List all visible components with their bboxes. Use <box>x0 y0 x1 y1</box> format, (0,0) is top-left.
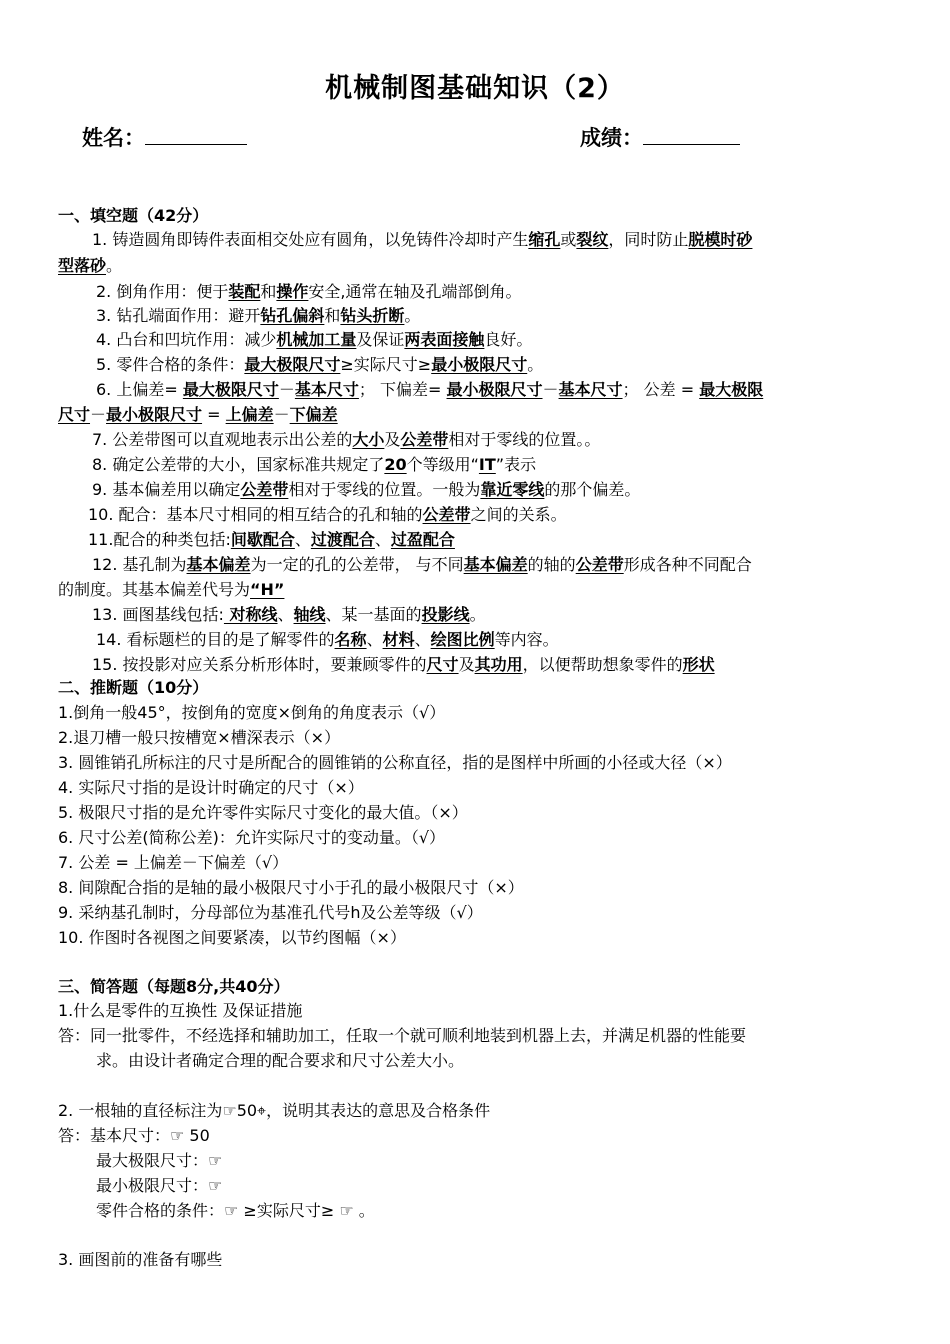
question-text: ； 公差 = <box>622 380 700 399</box>
fill-item-line <box>96 304 936 328</box>
answer-text: 过盈配合 <box>390 530 455 549</box>
fill-item-line <box>96 328 936 352</box>
answer-text: 名称 <box>334 630 367 649</box>
answer-text: 大小 <box>352 430 385 449</box>
answer-text: 间歇配合 <box>230 530 295 549</box>
answer-text: 材料 <box>382 630 415 649</box>
question-text: 的那个偏差。 <box>544 480 641 499</box>
fill-item-line <box>92 478 932 502</box>
question-text: 的轴的 <box>527 555 576 574</box>
answer-2-line4: 零件合格的条件：☞ ≥实际尺寸≥ ☞ 。 <box>96 1201 375 1220</box>
answer-text: 基本尺寸 <box>294 380 359 399</box>
question-text: 、 <box>414 630 431 649</box>
question-text: 和 <box>260 282 277 301</box>
judgement-item: 6. 尺寸公差(简称公差)：允许实际尺寸的变动量。（√） <box>58 828 446 847</box>
judgement-item: 2.退刀槽一般只按槽宽×槽深表示（×） <box>58 728 341 747</box>
judgement-item: 10. 作图时各视图之间要紧凑，以节约图幅（×） <box>58 928 406 947</box>
name-field <box>82 122 247 152</box>
question-text: 、 <box>277 605 294 624</box>
fill-item-line <box>92 653 932 677</box>
question-text: 1. 铸造圆角即铸件表面相交处应有圆角，以免铸件冷却时产生 <box>92 230 529 249</box>
fill-item-line <box>96 378 936 402</box>
question-text: 11.配合的种类包括: <box>88 530 231 549</box>
question-text: 形成各种不同配合 <box>623 555 752 574</box>
question-text: 良好。 <box>484 330 533 349</box>
question-text: 等内容。 <box>494 630 559 649</box>
answer-text: 最大极限尺寸 <box>182 380 279 399</box>
question-text: 7. 公差带图可以直观地表示出公差的 <box>92 430 353 449</box>
question-text: － <box>278 380 295 399</box>
judgement-item: 3. 圆锥销孔所标注的尺寸是所配合的圆锥销的公称直径，指的是图样中所画的小径或大径（×） <box>58 753 732 772</box>
judgement-item: 4. 实际尺寸指的是设计时确定的尺寸（×） <box>58 778 364 797</box>
answer-text: 公差带 <box>422 505 471 524</box>
answer-text: 形状 <box>682 655 715 674</box>
answer-2-line3: 最小极限尺寸：☞ <box>96 1176 223 1195</box>
answer-text: 下偏差 <box>289 405 338 424</box>
question-text: 及 <box>458 655 475 674</box>
question-text: 相对于零线的位置。一般为 <box>288 480 481 499</box>
fill-item-line <box>58 578 898 602</box>
question-text: 的制度。其基本偏差代号为 <box>58 580 251 599</box>
answer-text: 过渡配合 <box>310 530 375 549</box>
fill-item-line <box>92 603 932 627</box>
answer-2-line1: 答：基本尺寸：☞ 50 <box>58 1126 210 1145</box>
question-text: 或 <box>560 230 577 249</box>
answer-1-line2: 求。由设计者确定合理的配合要求和尺寸公差大小。 <box>96 1051 465 1070</box>
question-text: 相对于零线的位置。。 <box>448 430 601 449</box>
question-text: 4. 凸台和凹坑作用：减少 <box>96 330 277 349</box>
question-text: 15. 按投影对应关系分析形体时，要兼顾零件的 <box>92 655 427 674</box>
answer-text: 最小极限尺寸 <box>446 380 543 399</box>
question-1: 1.什么是零件的互换性 及保证措施 <box>58 1001 303 1020</box>
fill-item-line <box>96 280 936 304</box>
answer-text: “H” <box>250 580 285 599</box>
question-text: 14. 看标题栏的目的是了解零件的 <box>96 630 335 649</box>
question-text: 12. 基孔制为 <box>92 555 187 574</box>
question-text: 。 <box>469 605 486 624</box>
fill-item-line <box>58 254 898 278</box>
answer-text: 绘图比例 <box>430 630 495 649</box>
page-title: 机械制图基础知识（2） <box>325 73 625 104</box>
judgement-item: 5. 极限尺寸指的是允许零件实际尺寸变化的最大值。（×） <box>58 803 468 822</box>
fill-item-line <box>58 403 898 427</box>
judgement-item: 8. 间隙配合指的是轴的最小极限尺寸小于孔的最小极限尺寸（×） <box>58 878 524 897</box>
section3-heading: 三、简答题（每题8分,共40分） <box>58 977 290 996</box>
question-text: 和 <box>324 306 341 325</box>
question-text: － <box>542 380 559 399</box>
answer-text: 投影线 <box>421 605 470 624</box>
question-text: 5. 零件合格的条件： <box>96 355 245 374</box>
name-label: 姓名： <box>82 126 145 150</box>
question-text: = <box>202 405 226 424</box>
question-3: 3. 画图前的准备有哪些 <box>58 1250 223 1269</box>
answer-text: 对称线 <box>223 605 278 624</box>
answer-text: 轴线 <box>293 605 326 624</box>
answer-text: 20 <box>384 455 407 474</box>
score-field <box>580 122 740 152</box>
question-2: 2. 一根轴的直径标注为☞50⌖，说明其表达的意思及合格条件 <box>58 1101 491 1120</box>
answer-text: IT <box>478 455 496 474</box>
fill-item-line <box>92 453 932 477</box>
question-text: 个等级用“ <box>406 455 479 474</box>
fill-item-line <box>92 428 932 452</box>
answer-text: 脱模时砂 <box>688 230 753 249</box>
question-text: 6. 上偏差= <box>96 380 183 399</box>
answer-text: 两表面接触 <box>404 330 485 349</box>
question-text: 。 <box>527 355 544 374</box>
question-text: 及 <box>384 430 401 449</box>
answer-text: 最小极限尺寸 <box>106 405 203 424</box>
answer-text: 机械加工量 <box>276 330 357 349</box>
answer-text: 其功用 <box>474 655 523 674</box>
answer-text: 公差带 <box>400 430 449 449</box>
answer-2-line2: 最大极限尺寸：☞ <box>96 1151 223 1170</box>
answer-text: 公差带 <box>240 480 289 499</box>
answer-text: 装配 <box>228 282 261 301</box>
question-text: ”表示 <box>495 455 537 474</box>
answer-text: 基本偏差 <box>463 555 528 574</box>
question-text: 13. 画图基线包括: <box>92 605 224 624</box>
question-text: 、 <box>294 530 311 549</box>
section1-heading: 一、填空题（42分） <box>58 206 209 225</box>
fill-item-line <box>92 553 932 577</box>
fill-item-line <box>92 228 932 252</box>
question-text: 2. 倒角作用：便于 <box>96 282 229 301</box>
answer-text: 最大极限尺寸 <box>244 355 341 374</box>
name-blank[interactable] <box>145 122 247 145</box>
answer-text: 裂纹 <box>576 230 609 249</box>
question-text: ，同时防止 <box>608 230 689 249</box>
question-text: 安全,通常在轴及孔端部倒角。 <box>308 282 522 301</box>
question-text: 10. 配合：基本尺寸相同的相互结合的孔和轴的 <box>88 505 423 524</box>
fill-item-line <box>96 628 936 652</box>
answer-text: 上偏差 <box>225 405 274 424</box>
answer-text: 最大极限 <box>699 380 764 399</box>
question-text: 、 <box>374 530 391 549</box>
question-text: 8. 确定公差带的大小，国家标准共规定了 <box>92 455 385 474</box>
answer-text: 最小极限尺寸 <box>431 355 528 374</box>
question-text: － <box>273 405 290 424</box>
judgement-item: 1.倒角一般45°，按倒角的宽度×倒角的角度表示（√） <box>58 703 446 722</box>
answer-text: 操作 <box>276 282 309 301</box>
answer-text: 公差带 <box>575 555 624 574</box>
question-text: 3. 钻孔端面作用：避开 <box>96 306 261 325</box>
question-text: － <box>90 405 107 424</box>
score-label: 成绩： <box>580 126 643 150</box>
score-blank[interactable] <box>643 122 740 145</box>
answer-text: 型落砂 <box>58 256 107 275</box>
answer-text: 基本偏差 <box>186 555 251 574</box>
fill-item-line <box>88 528 928 552</box>
answer-text: 靠近零线 <box>480 480 545 499</box>
answer-text: 钻孔偏斜 <box>260 306 325 325</box>
question-text: 、某一基面的 <box>325 605 422 624</box>
question-text: 之间的关系。 <box>470 505 567 524</box>
answer-text: 基本尺寸 <box>558 380 623 399</box>
section2-heading: 二、推断题（10分） <box>58 678 209 697</box>
question-text: 、 <box>366 630 383 649</box>
question-text: 及保证 <box>356 330 405 349</box>
answer-text: 尺寸 <box>426 655 459 674</box>
question-text: ，以便帮助想象零件的 <box>522 655 683 674</box>
judgement-item: 7. 公差 = 上偏差－下偏差（√） <box>58 853 289 872</box>
answer-text: 钻头折断 <box>340 306 405 325</box>
fill-item-line <box>88 503 928 527</box>
question-text: ； 下偏差= <box>358 380 447 399</box>
question-text: 。 <box>404 306 421 325</box>
question-text: 为一定的孔的公差带， 与不同 <box>250 555 464 574</box>
fill-item-line <box>96 353 936 377</box>
answer-1-line1: 答：同一批零件，不经选择和辅助加工，任取一个就可顺利地装到机器上去，并满足机器的性能要 <box>58 1026 747 1045</box>
question-text: ≥实际尺寸≥ <box>340 355 432 374</box>
judgement-item: 9. 采纳基孔制时，分母部位为基准孔代号h及公差等级（√） <box>58 903 483 922</box>
answer-text: 尺寸 <box>58 405 91 424</box>
answer-text: 缩孔 <box>528 230 561 249</box>
question-text: 。 <box>106 256 123 275</box>
question-text: 9. 基本偏差用以确定 <box>92 480 241 499</box>
